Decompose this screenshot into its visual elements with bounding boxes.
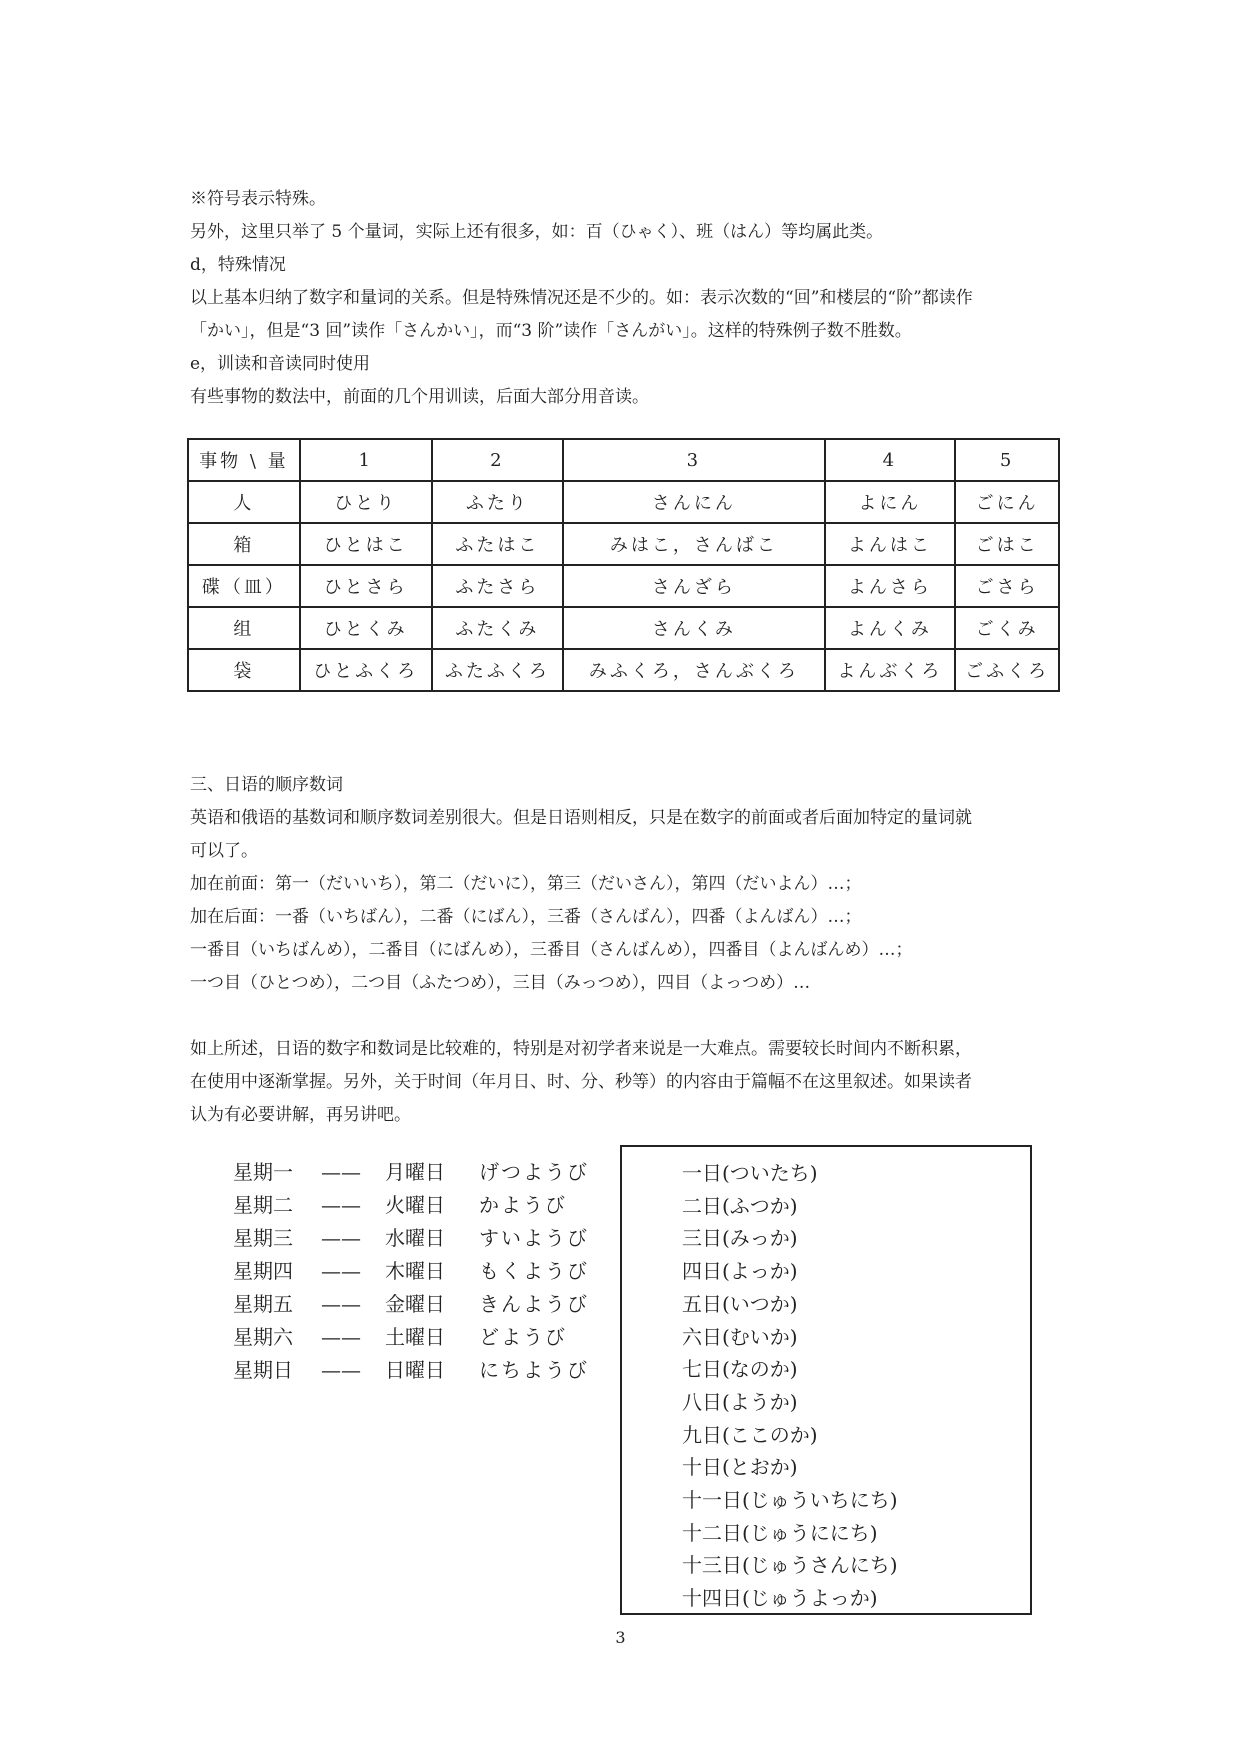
weekday-dash: —— — [321, 1292, 361, 1316]
ordinal-intro-line-1: 英语和俄语的基数词和顺序数词差别很大。但是日语则相反，只是在数字的前面或者后面加特定的量词就 — [190, 808, 972, 828]
table-cell: さんざら — [563, 565, 824, 607]
weekday-kana: すいようび — [479, 1226, 589, 1250]
ordinal-intro-line-2: 可以了。 — [190, 841, 258, 861]
table-header-cell: 1 — [300, 439, 432, 481]
ordinal-suffix-examples: 加在后面：一番（いちばん），二番（にばん），三番（さんばん），四番（よんばん）…； — [190, 907, 862, 927]
table-cell: ひとはこ — [300, 523, 432, 565]
weekday-kanji: 木曜日 — [385, 1259, 445, 1283]
table-cell: 组 — [188, 607, 300, 649]
weekday-chinese: 星期三 — [233, 1226, 293, 1250]
weekday-kanji: 水曜日 — [385, 1226, 445, 1250]
table-header-cell: 4 — [825, 439, 956, 481]
weekday-chinese: 星期六 — [233, 1325, 293, 1349]
day-of-month-item: 十三日(じゅうさんにち) — [682, 1553, 898, 1578]
table-cell: 袋 — [188, 649, 300, 691]
day-of-month-item: 十日(とおか) — [682, 1455, 798, 1480]
table-row — [188, 649, 1059, 691]
table-row — [188, 565, 1059, 607]
weekday-kana: げつようび — [479, 1160, 589, 1184]
heading-kun-on-reading: e，训读和音读同时使用 — [190, 354, 371, 374]
ordinal-prefix-examples: 加在前面：第一（だいいち），第二（だいに），第三（だいさん），第四（だいよん）…； — [190, 874, 862, 894]
day-of-month-item: 四日(よっか) — [682, 1259, 798, 1284]
weekday-kanji: 金曜日 — [385, 1292, 445, 1316]
day-of-month-item: 九日(ここのか) — [682, 1422, 818, 1447]
table-header-cell: 2 — [432, 439, 564, 481]
weekday-kanji: 火曜日 — [385, 1193, 445, 1217]
table-cell: よんはこ — [825, 523, 956, 565]
table-cell: ふたはこ — [432, 523, 564, 565]
special-cases-line-1: 以上基本归纳了数字和量词的关系。但是特殊情况还是不少的。如：表示次数的“回”和楼层的“阶”都读作 — [190, 288, 973, 308]
table-cell: ごにん — [955, 481, 1059, 523]
weekday-chinese: 星期二 — [233, 1193, 293, 1217]
conclusion-line-2: 在使用中逐渐掌握。另外，关于时间（年月日、时、分、秒等）的内容由于篇幅不在这里叙述。如果读者 — [190, 1072, 972, 1092]
day-of-month-item: 六日(むいか) — [682, 1324, 798, 1349]
weekday-row — [233, 1189, 589, 1222]
table-cell: ひとふくろ — [300, 649, 432, 691]
day-of-month-item: 八日(ようか) — [682, 1389, 798, 1414]
table-cell: ひとり — [300, 481, 432, 523]
table-cell: 碟（皿） — [188, 565, 300, 607]
table-cell: ふたり — [432, 481, 564, 523]
day-of-month-item: 十一日(じゅういちにち) — [682, 1488, 898, 1513]
table-header-cell: 3 — [563, 439, 824, 481]
table-cell: ふたくみ — [432, 607, 564, 649]
table-header-cell: 事物 \ 量 — [188, 439, 300, 481]
weekday-kana: どようび — [479, 1325, 567, 1349]
section-three-title: 三、日语的顺序数词 — [190, 775, 343, 795]
table-row — [188, 607, 1059, 649]
weekday-chinese: 星期四 — [233, 1259, 293, 1283]
table-cell: よんくみ — [825, 607, 956, 649]
weekday-dash: —— — [321, 1160, 361, 1184]
day-of-month-item: 十四日(じゅうよっか) — [682, 1586, 878, 1611]
weekday-chinese: 星期五 — [233, 1292, 293, 1316]
weekday-dash: —— — [321, 1193, 361, 1217]
weekday-dash: —— — [321, 1226, 361, 1250]
weekday-kanji: 月曜日 — [385, 1160, 445, 1184]
ordinal-banme-examples: 一番目（いちばんめ），二番目（にばんめ），三番目（さんばんめ），四番目（よんばんめ）…； — [190, 940, 913, 960]
table-cell: ふたさら — [432, 565, 564, 607]
weekday-dash: —— — [321, 1358, 361, 1382]
weekday-kana: きんようび — [479, 1292, 589, 1316]
day-of-month-item: 三日(みっか) — [682, 1226, 798, 1251]
conclusion-line-1: 如上所述，日语的数字和数词是比较难的，特别是对初学者来说是一大难点。需要较长时间内不断积累， — [190, 1039, 972, 1059]
weekday-kana: もくようび — [479, 1259, 589, 1283]
day-of-month-item: 十二日(じゅうににち) — [682, 1520, 878, 1545]
table-row — [188, 523, 1059, 565]
weekday-dash: —— — [321, 1259, 361, 1283]
weekday-chinese: 星期一 — [233, 1160, 293, 1184]
weekday-chinese: 星期日 — [233, 1358, 293, 1382]
table-header-cell: 5 — [955, 439, 1059, 481]
table-cell: よにん — [825, 481, 956, 523]
table-cell: よんさら — [825, 565, 956, 607]
table-cell: さんくみ — [563, 607, 824, 649]
day-of-month-item: 五日(いつか) — [682, 1291, 798, 1316]
table-cell: 箱 — [188, 523, 300, 565]
heading-special-cases: d，特殊情况 — [190, 255, 286, 275]
kun-on-reading-text: 有些事物的数法中，前面的几个用训读，后面大部分用音读。 — [190, 387, 649, 407]
table-row — [188, 481, 1059, 523]
special-cases-line-2: 「かい」，但是“3 回”读作「さんかい」，而“3 阶”读作「さんがい」。这样的特殊例子数不胜数。 — [190, 321, 912, 341]
table-header-row — [188, 439, 1059, 481]
day-of-month-item: 一日(ついたち) — [682, 1161, 818, 1185]
weekday-row — [233, 1288, 589, 1321]
table-cell: みふくろ，さんぶくろ — [563, 649, 824, 691]
day-of-month-item: 七日(なのか) — [682, 1357, 798, 1382]
conclusion-line-3: 认为有必要讲解，再另讲吧。 — [190, 1105, 411, 1125]
table-cell: ひとくみ — [300, 607, 432, 649]
weekday-row — [233, 1255, 589, 1288]
weekday-dash: —— — [321, 1325, 361, 1349]
ordinal-tsume-examples: 一つ目（ひとつめ），二つ目（ふたつめ），三目（みっつめ），四目（よっつめ）… — [190, 973, 811, 993]
table-cell: ごはこ — [955, 523, 1059, 565]
weekday-kana: かようび — [479, 1193, 567, 1217]
counter-table — [187, 438, 1060, 692]
table-cell: ごさら — [955, 565, 1059, 607]
day-of-month-box — [620, 1145, 1032, 1615]
table-cell: みはこ，さんばこ — [563, 523, 824, 565]
table-cell: ごくみ — [955, 607, 1059, 649]
weekday-row — [233, 1321, 589, 1354]
page-number: 3 — [615, 1628, 626, 1647]
day-of-month-item: 二日(ふつか) — [682, 1193, 798, 1218]
table-cell: さんにん — [563, 481, 824, 523]
weekday-row — [233, 1354, 589, 1387]
weekday-kanji: 土曜日 — [385, 1325, 445, 1349]
table-cell: ひとさら — [300, 565, 432, 607]
note-special-symbol: ※符号表示特殊。 — [190, 189, 326, 209]
table-cell: よんぶくろ — [825, 649, 956, 691]
table-cell: ふたふくろ — [432, 649, 564, 691]
table-cell: ごふくろ — [955, 649, 1059, 691]
weekday-kanji: 日曜日 — [385, 1358, 445, 1382]
weekday-row — [233, 1156, 589, 1189]
weekday-list — [233, 1156, 589, 1387]
weekday-row — [233, 1222, 589, 1255]
note-more-counters: 另外，这里只举了 5 个量词，实际上还有很多，如：百（ひゃく）、班（はん）等均属此类。 — [190, 222, 884, 242]
table-cell: 人 — [188, 481, 300, 523]
weekday-kana: にちようび — [479, 1358, 589, 1382]
